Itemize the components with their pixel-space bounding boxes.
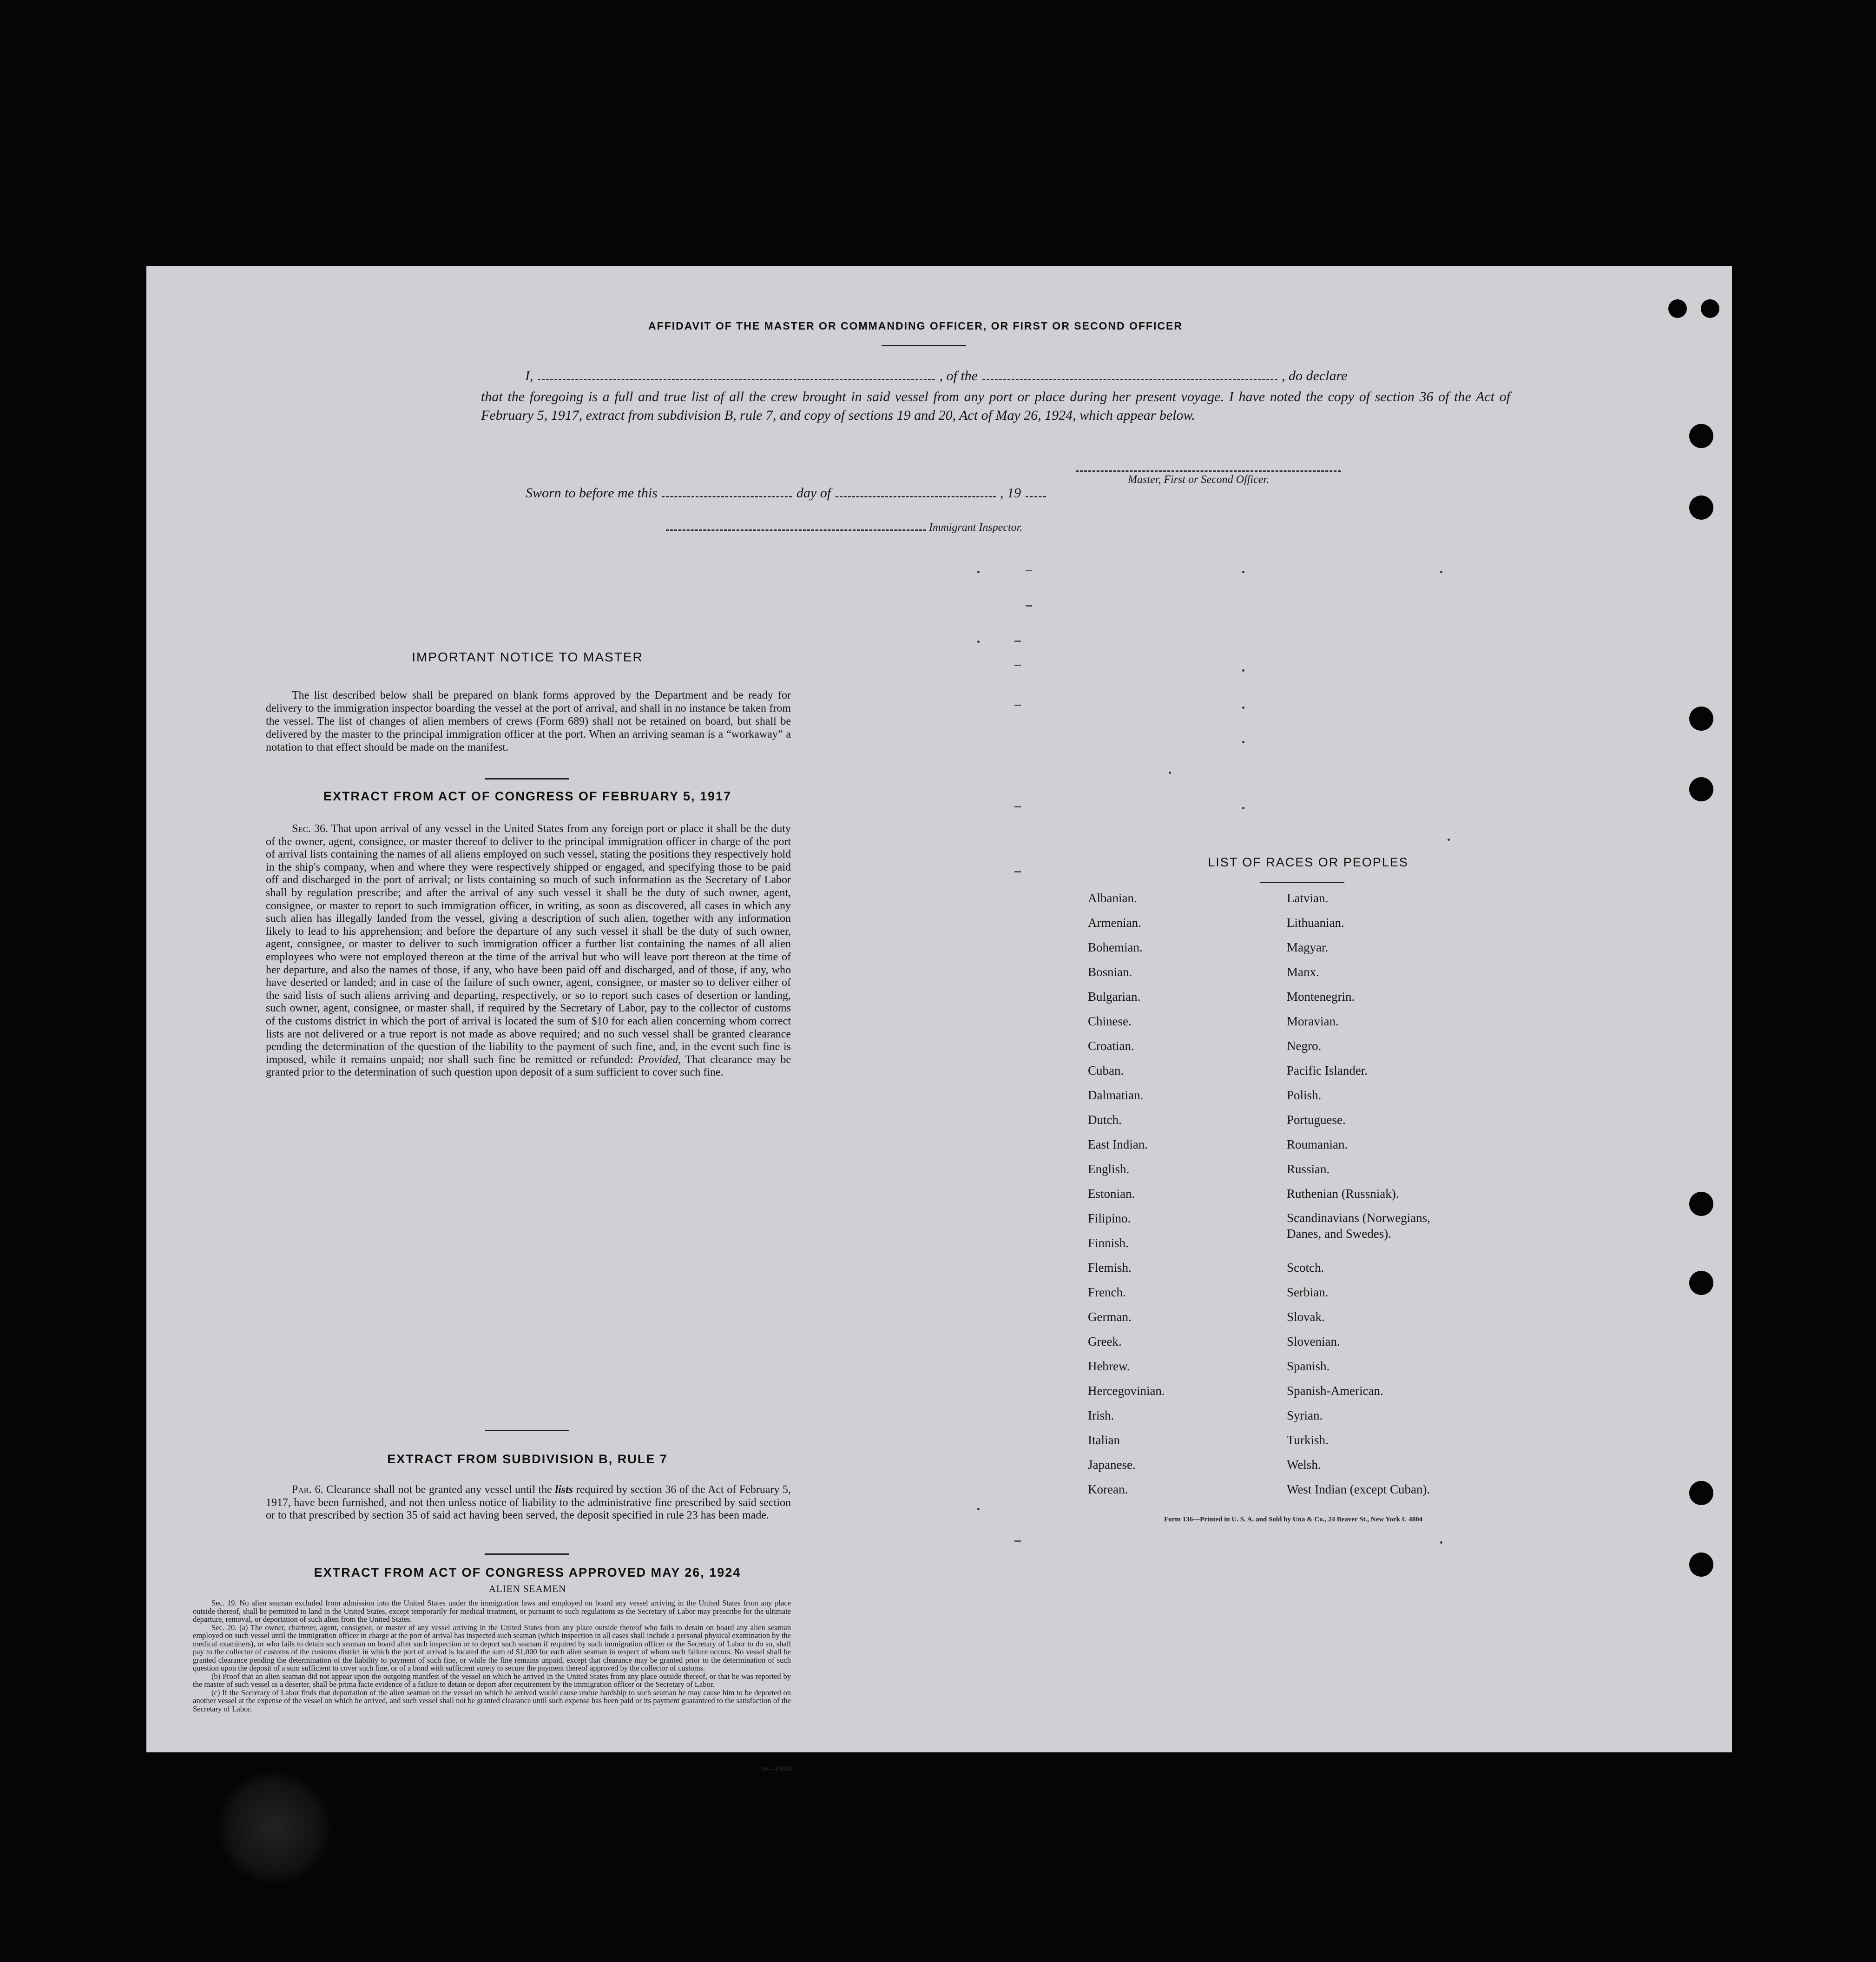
scan-speck [1242,571,1244,573]
scan-speck [1169,772,1171,774]
race-item: Portuguese. [1287,1113,1346,1127]
race-item: Bulgarian. [1088,990,1141,1004]
extract-1924-title: EXTRACT FROM ACT OF CONGRESS APPROVED MAY 26, 1924 [314,1566,741,1579]
extract-1917-title: EXTRACT FROM ACT OF CONGRESS OF FEBRUARY 5, 1917 [323,789,732,803]
race-item: Welsh. [1287,1458,1321,1472]
affidavit-declaration-line [525,368,1510,384]
section-20b-text: (b) Proof that an alien seaman did not appear upon the outgoing manifest of the vessel on which he arrived in the United States from any place outside thereof, or that he was reported by the master of such vessel as a deserter, shall be prima facie evidence of a failure to detain or deport after requirement by the immigration officer or the Secretary of Labor. [193,1671,791,1689]
rule-7-body [266,1484,791,1522]
declarant-prefix: I, [525,368,533,383]
race-item: Finnish. [1088,1236,1129,1250]
scan-speck [977,641,980,643]
inspector-label: Immigrant Inspector. [929,522,1023,534]
notice-body: The list described below shall be prepared on blank forms approved by the Department and be ready for delivery to the immigration inspector boarding the vessel at the port of arrival, and shall in no instance be taken from the vessel. The list of changes of alien members of crews (Form 689) shall not be retained on board, but shall be delivered by the master to the principal immigration officer at the port. When an arriving seaman is a “workaway” a notation to that effect should be made on the manifest. [266,689,791,753]
form-sheet [146,266,1732,1773]
race-item: Cuban. [1088,1064,1124,1077]
section-36-label: Sec. 36. [292,823,328,835]
section-36-text-end: That clearance may be granted prior to the determination of such question upon deposit of a sum sufficient to cover such fine. [266,1053,791,1079]
scan-speck [1242,807,1244,809]
race-item: Slovenian. [1287,1334,1340,1348]
race-item: Irish. [1088,1408,1114,1422]
races-title-rule [1260,882,1344,883]
race-item: Syrian. [1287,1408,1323,1422]
race-item: French. [1088,1285,1126,1299]
race-item: Spanish. [1287,1359,1330,1373]
race-item: Filipino. [1088,1211,1131,1225]
extract-1924-body [193,1599,791,1713]
race-item: West Indian (except Cuban). [1287,1482,1430,1496]
year-label: , 19 [1000,485,1021,501]
declare-label: , do declare [1282,368,1348,383]
race-item: German. [1088,1310,1132,1324]
races-right-column [1287,886,1454,1502]
embossed-seal [216,1770,332,1886]
race-item: Polish. [1287,1088,1322,1102]
scan-mark [1014,665,1021,666]
race-item: Magyar. [1287,940,1329,954]
sworn-label: Sworn to before me this [526,485,658,501]
race-item: Slovak. [1287,1310,1325,1324]
punch-hole [1668,299,1687,318]
race-item: Pacific Islander. [1287,1064,1368,1077]
race-item: Hebrew. [1088,1359,1130,1373]
race-item: Scandinavians (Norwegians, Danes, and Swedes). [1287,1211,1430,1241]
races-title: LIST OF RACES OR PEOPLES [1208,855,1409,869]
punch-hole [1689,1481,1713,1505]
race-item: Dutch. [1088,1113,1122,1127]
rule-7-text-b: required by section 36 of the Act of February 5, 1917, have been furnished, and not then unless notice of liability to the administrative fine prescribed by said section or to that prescribed by section 35 of said act having been served, the deposit specified in rule 23 has been made. [266,1484,791,1522]
race-item: Korean. [1088,1482,1128,1496]
race-item: English. [1088,1162,1130,1176]
of-the-label: , of the [939,368,978,383]
punch-hole [1689,1192,1713,1216]
race-item: Manx. [1287,965,1319,979]
extract-1917-body [266,823,791,1079]
race-item: East Indian. [1088,1137,1148,1151]
section-20a-text: Sec. 20. (a) The owner, charterer, agent, consignee, or master of any vessel arriving in the United States from any place outside thereof who fails to detain on board any alien seaman employed on such vessel until the immigration officer in charge at the port of arrival has inspected such seaman (which inspection in all cases shall include a personal physical examination by the medical examiners), or who fails to detain such seaman on board after such inspection or to deport such seaman if required by such immigration officer or the Secretary of Labor to do so, shall pay to the collector of customs of the customs district in which the port of arrival is located the sum of $1,000 for each alien seaman in respect of whom such failure occurs. No vessel shall be granted clearance pending the determination of the liability to payment of such fine, or while the fine remains unpaid, except that clearance may be granted prior to the determination of such question upon the deposit of a sum sufficient to cover such fine, or of a bond with sufficient surety to secure the payment thereof approved by the collector of customs. [193,1623,791,1672]
printer-imprint: Form 136—Printed in U. S. A. and Sold by Una & Co., 24 Beaver St., New York U 4804 [1164,1516,1423,1523]
race-item: Armenian. [1088,916,1141,930]
race-item: Turkish. [1287,1433,1329,1447]
race-item: Moravian. [1287,1014,1339,1028]
race-item: Italian [1088,1433,1120,1447]
section-20c-text: (c) If the Secretary of Labor finds that deportation of the alien seaman on the vessel on which he arrived would cause undue hardship to such seaman he may cause him to be deported on another vessel at the expense of the vessel on which he arrived, and such vessel shall not be granted clearance until such expense has been paid or its payment guaranteed to the satisfaction of the Secretary of Labor. [193,1688,791,1713]
punch-hole [1689,777,1713,801]
scan-speck [977,1508,980,1510]
scan-mark [1014,705,1021,706]
scan-mark [1026,570,1032,571]
punch-hole [1689,1552,1713,1577]
sworn-year-blank[interactable] [1026,496,1046,497]
scan-mark [1026,605,1032,607]
scan-speck [1440,1541,1442,1544]
scan-speck [1242,741,1244,743]
scan-speck [1440,571,1442,573]
punch-hole [1689,495,1713,520]
race-item: Bosnian. [1088,965,1132,979]
race-item: Dalmatian. [1088,1088,1144,1102]
inspector-signature-blank[interactable] [666,529,926,531]
extract-1917-rule [485,1430,569,1431]
race-item: Ruthenian (Russniak). [1287,1187,1399,1201]
race-item: Flemish. [1088,1261,1132,1275]
paragraph-6-label: Par. 6. [292,1484,323,1496]
affidavit-title: AFFIDAVIT OF THE MASTER OR COMMANDING OFFICER, OR FIRST OR SECOND OFFICER [648,320,1183,332]
master-signature-blank[interactable] [1076,470,1341,472]
section-36-text: That upon arrival of any vessel in the United States from any foreign port or place it shall be the duty of the owner, agent, consignee, or master thereof to deliver to the principal immigration officer in charge of the port of arrival lists containing the names of all aliens employed on such vessel, stating the positions they respectively hold in the ship's company, when and where they were respectively shipped or engaged, and specifying those to be paid off and discharged in the port of arrival; or lists containing so much of such information as the Secretary of Labor shall by regulation prescribe; and after the arrival of any such vessel it shall be the duty of such owner, agent, consignee, or master to report to such immigration officer, in writing, as soon as discovered, all cases in which any such alien has illegally landed from the vessel, giving a description of such alien, together with any information likely to lead to his apprehension; and before the departure of any such vessel it shall be the duty of such owner, agent, consignee, or master to deliver to such immigration officer a further list containing the names of all alien employees who were not employed thereon at the time of the arrival but who will leave port thereon at the time of her departure, and also the names of those, if any, who have been paid off and discharged, and of those, if any, who have deserted or landed; and in case of the failure of such owner, agent, consignee, or master so to deliver either of the said lists of such aliens arriving and departing, respectively, or so to report such cases of desertion or landing, such owner, agent, consignee, or master shall, if required by the Secretary of Labor, pay to the collector of customs of the customs district in which the port of arrival is located the sum of $10 for each alien concerning whom correct lists are not delivered or a true report is not made as above required; and no such vessel shall be granted clearance pending the determination of the question of the liability to the payment of such fine, and, in the event such fine is imposed, while it remains unpaid; nor shall such fine be remitted or refunded: [266,823,791,1066]
race-item: Chinese. [1088,1014,1132,1028]
rule-7-title: EXTRACT FROM SUBDIVISION B, RULE 7 [387,1452,668,1466]
punch-hole [1689,424,1713,448]
race-item: Montenegrin. [1287,990,1355,1004]
scan-speck [1242,669,1244,672]
sworn-day-blank[interactable] [662,496,792,497]
alien-seamen-subtitle: ALIEN SEAMEN [488,1583,566,1594]
race-item: Hercegovinian. [1088,1384,1165,1398]
race-item: Bohemian. [1088,940,1143,954]
form-code: 16—19849 [761,1765,792,1773]
race-item: Scotch. [1287,1261,1324,1275]
sworn-line [526,485,1223,501]
punch-hole [1689,1271,1713,1295]
race-item: Japanese. [1088,1458,1136,1472]
scan-mark [1014,806,1021,807]
race-item: Roumanian. [1287,1137,1348,1151]
race-item: Estonian. [1088,1187,1135,1201]
punch-hole [1689,707,1713,731]
rule-7-text-a: Clearance shall not be granted any vessel until the [326,1484,552,1496]
race-item: Serbian. [1287,1285,1329,1299]
inspector-line [665,522,1130,534]
lists-word: lists [555,1484,573,1496]
rule-7-rule [485,1553,569,1555]
race-item: Spanish-American. [1287,1384,1383,1398]
declarant-name-blank[interactable] [538,379,935,380]
notice-rule [485,778,569,780]
race-item: Albanian. [1088,891,1137,905]
provided-word: Provided, [638,1053,681,1066]
master-signature-label: Master, First or Second Officer. [1128,474,1269,486]
race-item: Latvian. [1287,891,1329,905]
race-item: Lithuanian. [1287,916,1344,930]
scan-mark [1014,1540,1021,1542]
scan-speck [977,571,980,573]
section-19-text: Sec. 19. No alien seaman excluded from admission into the United States under the immigration laws and employed on board any vessel arriving in the United States from any place outside thereof, shall be permitted to land in the United States, except temporarily for medical treatment, or pursuant to such regulations as the Secretary of Labor may prescribe for the ultimate departure, removal, or deportation of such alien from the United States. [193,1599,791,1624]
race-item: Croatian. [1088,1039,1134,1053]
race-item: Russian. [1287,1162,1330,1176]
notice-title: IMPORTANT NOTICE TO MASTER [412,650,643,664]
scan-mark [1014,871,1021,872]
scan-speck [1448,839,1450,841]
vessel-name-blank[interactable] [982,379,1277,380]
scan-speck [1242,707,1244,709]
affidavit-title-rule [882,345,966,346]
race-item: Negro. [1287,1039,1322,1053]
affidavit-body: that the foregoing is a full and true list of all the crew brought in said vessel from any port or place during her present voyage. I have noted the copy of section 36 of the Act of February 5, 1917, extract from subdivision B, rule 7, and copy of sections 19 and 20, Act of May 26, 1924, which appear below. [481,389,1510,423]
punch-hole [1701,299,1719,318]
sworn-month-blank[interactable] [836,496,996,497]
races-left-column [1088,886,1165,1502]
race-item: Greek. [1088,1334,1122,1348]
day-of-label: day of [796,485,831,501]
scan-mark [1014,641,1021,642]
